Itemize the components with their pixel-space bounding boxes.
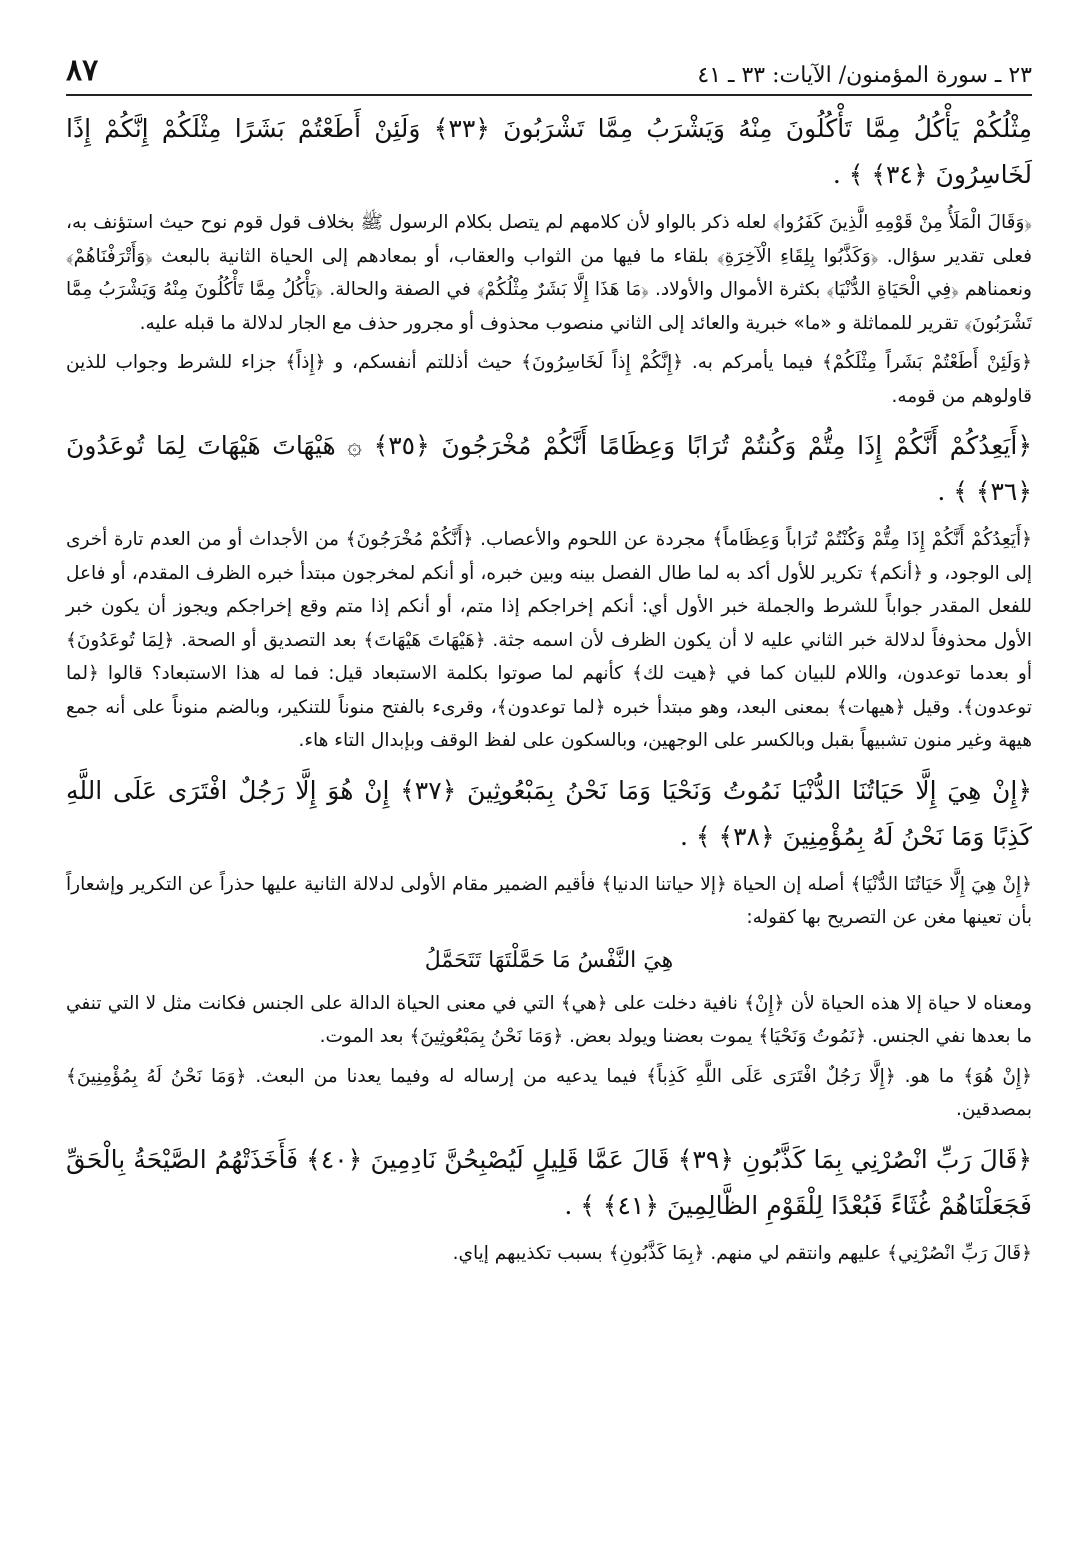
commentary-paragraph: ومعناه لا حياة إلا هذه الحياة لأن ﴿إِنْ﴾ نافية دخلت على ﴿هي﴾ التي في معنى الحياة الدالة على الجنس فكانت مثل لا التي تنفي ما بعدها نفي الجنس. ﴿نَمُوتُ وَنَحْيَا﴾ يموت بعضنا ويولد بعض. ﴿وَمَا نَحْنُ بِمَبْعُوثِينَ﴾ بعد الموت. bbox=[66, 992, 1032, 1047]
commentary-paragraph: ﴿أَيَعِدُكُمْ أَنَّكُمْ إِذَا مِتُّمْ وَكُنْتُمْ تُرَاباً وَعِظَاماً﴾ مجردة عن اللحوم والأعصاب. ﴿أَنَّكُمْ مُخْرَجُونَ﴾ من الأجداث أو من العدم تارة أخرى إلى الوجود، و ﴿أنكم﴾ تكرير للأول أكد به لما طال الفصل بينه وبين خبره، أو أنكم لمخرجون مبتدأ خبره الظرف المقدم، أو فاعل للفعل المقدر جواباً للشرط والجملة خبر الأول أي: أنكم إخراجكم إذا متم، أو أنكم إذا متم وقع إخراجكم ويجوز أن يكون خبر الأول محذوفاً لدلالة خبر الثاني عليه لا أن يكون الظرف لأن اسمه جثة. ﴿هَيْهَاتَ هَيْهَاتَ﴾ بعد التصديق أو الصحة. ﴿لِمَا تُوعَدُونَ﴾ أو بعدما توعدون، واللام للبيان كما في ﴿هيت لك﴾ كأنهم لما صوتوا بكلمة الاستبعاد قيل: فما له هذا الاستبعاد؟ قالوا ﴿لما توعدون﴾. وقيل ﴿هيهات﴾ بمعنى البعد، وهو مبتدأ خبره ﴿لما توعدون﴾، وقرىء بالفتح منوناً للتنكير، وبالضم منوناً على أنه جمع هيهة وغير منون تشبيهاً بقبل وبالكسر على الوجهين، وبالسكون على لفظ الوقف وبإبدال التاء هاء. bbox=[66, 529, 1032, 751]
quran-verses-33-34: مِثْلُكُمْ يَأْكُلُ مِمَّا تَأْكُلُونَ مِنْهُ وَيَشْرَبُ مِمَّا تَشْرَبُونَ ﴿٣٣﴾ وَلَئِنْ أَطَعْتُمْ بَشَرًا مِثْلَكُمْ إِنَّكُمْ إِذًا لَخَاسِرُونَ ﴿٣٤﴾ ﴾ . bbox=[66, 114, 1032, 189]
quran-verses-37-38: ﴿إِنْ هِيَ إِلَّا حَيَاتُنَا الدُّنْيَا نَمُوتُ وَنَحْيَا وَمَا نَحْنُ بِمَبْعُوثِينَ ﴿٣٧﴾ إِنْ هُوَ إِلَّا رَجُلٌ افْتَرَى عَلَى اللَّهِ كَذِبًا وَمَا نَحْنُ لَهُ بِمُؤْمِنِينَ ﴿٣٨﴾ ﴾ . bbox=[66, 775, 1032, 851]
commentary-paragraph: ﴿إِنْ هِيَ إِلَّا حَيَاتُنَا الدُّنْيَا﴾ أصله إن الحياة ﴿إلا حياتنا الدنيا﴾ فأقيم الضمير مقام الأولى لدلالة الثانية عليها حذراً عن التكرير وإشعاراً بأن تعينها مغن عن التصريح بها كقوله: bbox=[66, 873, 1032, 928]
quran-verses-35-36: ﴿أَيَعِدُكُمْ أَنَّكُمْ إِذَا مِتُّمْ وَكُنتُمْ تُرَابًا وَعِظَامًا أَنَّكُمْ مُخْرَجُونَ ﴿٣٥﴾ ۞ هَيْهَاتَ هَيْهَاتَ لِمَا تُوعَدُونَ ﴿٣٦﴾ ﴾ . bbox=[66, 431, 1032, 506]
book-page bbox=[66, 44, 1032, 1514]
commentary-paragraph: ﴿وَقَالَ الْمَلَأُ مِنْ قَوْمِهِ الَّذِينَ كَفَرُوا﴾ لعله ذكر بالواو لأن كلامهم لم يتصل بكلام الرسول ﷺ بخلاف قول قوم نوح حيث استؤنف به، فعلى تقدير سؤال. ﴿وَكَذَّبُوا بِلِقَاءِ الْآخِرَةِ﴾ بلقاء ما فيها من الثواب والعقاب، أو بمعادهم إلى الحياة الثانية بالبعث ﴿وَأَتْرَفْنَاهُمْ﴾ ونعمناهم ﴿فِي الْحَيَاةِ الدُّنْيَا﴾ بكثرة الأموال والأولاد. ﴿مَا هَذَا إِلَّا بَشَرٌ مِثْلُكُمْ﴾ في الصفة والحالة. ﴿يَأْكُلُ مِمَّا تَأْكُلُونَ مِنْهُ وَيَشْرَبُ مِمَّا تَشْرَبُونَ﴾ تقرير للمماثلة و «ما» خبرية والعائد إلى الثاني منصوب محذوف أو مجرور حذف مع الجار لدلالة ما قبله عليه. bbox=[66, 212, 1032, 334]
poetry-verse: هِيَ النَّفْسُ مَا حَمَّلْتَهَا تَتَحَمَّلُ bbox=[424, 947, 674, 973]
commentary-paragraph: ﴿قَالَ رَبِّ انْصُرْنِي﴾ عليهم وانتقم لي منهم. ﴿بِمَا كَذَّبُونِ﴾ بسبب تكذيبهم إياي. bbox=[452, 1242, 1032, 1264]
quran-verses-39-41: ﴿قَالَ رَبِّ انْصُرْنِي بِمَا كَذَّبُونِ ﴿٣٩﴾ قَالَ عَمَّا قَلِيلٍ لَيُصْبِحُنَّ نَادِمِينَ ﴿٤٠﴾ فَأَخَذَتْهُمُ الصَّيْحَةُ بِالْحَقِّ فَجَعَلْنَاهُمْ غُثَاءً فَبُعْدًا لِلْقَوْمِ الظَّالِمِينَ ﴿٤١﴾ ﴾ . bbox=[66, 1144, 1032, 1220]
commentary-paragraph: ﴿وَلَئِنْ أَطَعْتُمْ بَشَراً مِثْلَكُمْ﴾ فيما يأمركم به. ﴿إِنَّكُمْ إِذاً لَخَاسِرُونَ﴾ حيث أذللتم أنفسكم، و ﴿إِذاً﴾ جزاء للشرط وجواب للذين قاولوهم من قومه. bbox=[66, 352, 1032, 407]
page-number: ٨٧ bbox=[66, 53, 99, 88]
page-header bbox=[66, 44, 1032, 96]
running-title: ٢٣ ـ سورة المؤمنون/ الآيات: ٣٣ ـ ٤١ bbox=[697, 63, 1032, 88]
commentary-paragraph: ﴿إِنْ هُوَ﴾ ما هو. ﴿إِلَّا رَجُلٌ افْتَرَى عَلَى اللَّهِ كَذِباً﴾ فيما يدعيه من إرساله له وفيما يعدنا من البعث. ﴿وَمَا نَحْنُ لَهُ بِمُؤْمِنِينَ﴾ بمصدقين. bbox=[66, 1065, 1032, 1120]
